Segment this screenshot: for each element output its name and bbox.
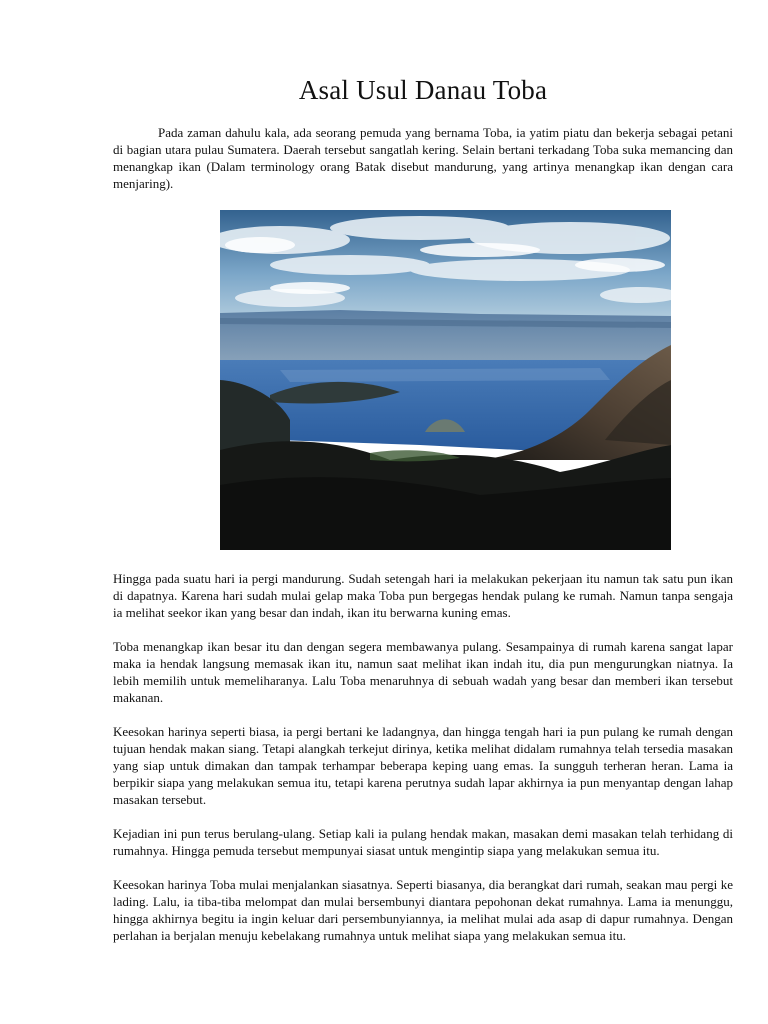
- paragraph-4: Keesokan harinya seperti biasa, ia pergi bertani ke ladangnya, dan hingga tengah hari ia pun pulang ke rumah dengan tujuan hendak makan siang. Tetapi alangkah terkejut dirinya, ketika melihat didalam rumahnya telah tersedia masakan yang siap untuk dimakan dan tampak terhampar beberapa keping uang emas. Ia sungguh terheran heran. Lama ia berpikir siapa yang melakukan semua itu, tetapi karena perutnya sudah lapar akhirnya ia pun menyantap dengan lahap masakan tersebut.: [113, 724, 733, 807]
- paragraph-6: Keesokan harinya Toba mulai menjalankan siasatnya. Seperti biasanya, dia berangkat dari rumah, seakan mau pergi ke lading. Lalu, ia tiba-tiba melompat dan mulai bersembunyi diantara pepohonan dekat rumahnya. Lama ia menunggu, hingga akhirnya begitu ia ingin keluar dari persembunyiannya, ia melihat mulai ada asap di dapur rumahnya. Dengan perlahan ia berjalan menuju kebelakang rumahnya untuk melihat siapa yang melakukan semua itu.: [113, 877, 733, 943]
- paragraph-5: Kejadian ini pun terus berulang-ulang. Setiap kali ia pulang hendak makan, masakan demi masakan telah terhidang di rumahnya. Hingga pemuda tersebut mempunyai siasat untuk mengintip siapa yang melakukan semua itu.: [113, 826, 733, 858]
- document-page: [113, 70, 733, 944]
- paragraph-2: Hingga pada suatu hari ia pergi mandurung. Sudah setengah hari ia melakukan pekerjaan itu namun tak satu pun ikan di dapatnya. Karena hari sudah mulai gelap maka Toba pun bergegas hendak pulang ke rumah. Namun tanpa sengaja ia melihat seekor ikan yang besar dan indah, ikan itu berwarna kuning emas.: [113, 571, 733, 620]
- lake-landscape-image: [220, 210, 671, 550]
- lake-toba-photo: [220, 210, 671, 550]
- document-title: Asal Usul Danau Toba: [298, 75, 548, 105]
- paragraph-intro: Pada zaman dahulu kala, ada seorang pemuda yang bernama Toba, ia yatim piatu dan bekerja sebagai petani di bagian utara pulau Sumatera. Daerah tersebut sangatlah kering. Selain bertani terkadang Toba suka memancing dan menangkap ikan (Dalam terminology orang Batak disebut mandurung, yang artinya menangkap ikan dengan cara menjaring).: [113, 125, 733, 191]
- paragraph-3: Toba menangkap ikan besar itu dan dengan segera membawanya pulang. Sesampainya di rumah karena sangat lapar maka ia hendak langsung memasak ikan itu, namun saat melihat ikan indah itu, dia pun mengurungkan niatnya. Ia lebih memilih untuk memeliharanya. Lalu Toba menaruhnya di sebuah wadah yang besar dan memberi ikan tersebut makanan.: [113, 639, 733, 705]
